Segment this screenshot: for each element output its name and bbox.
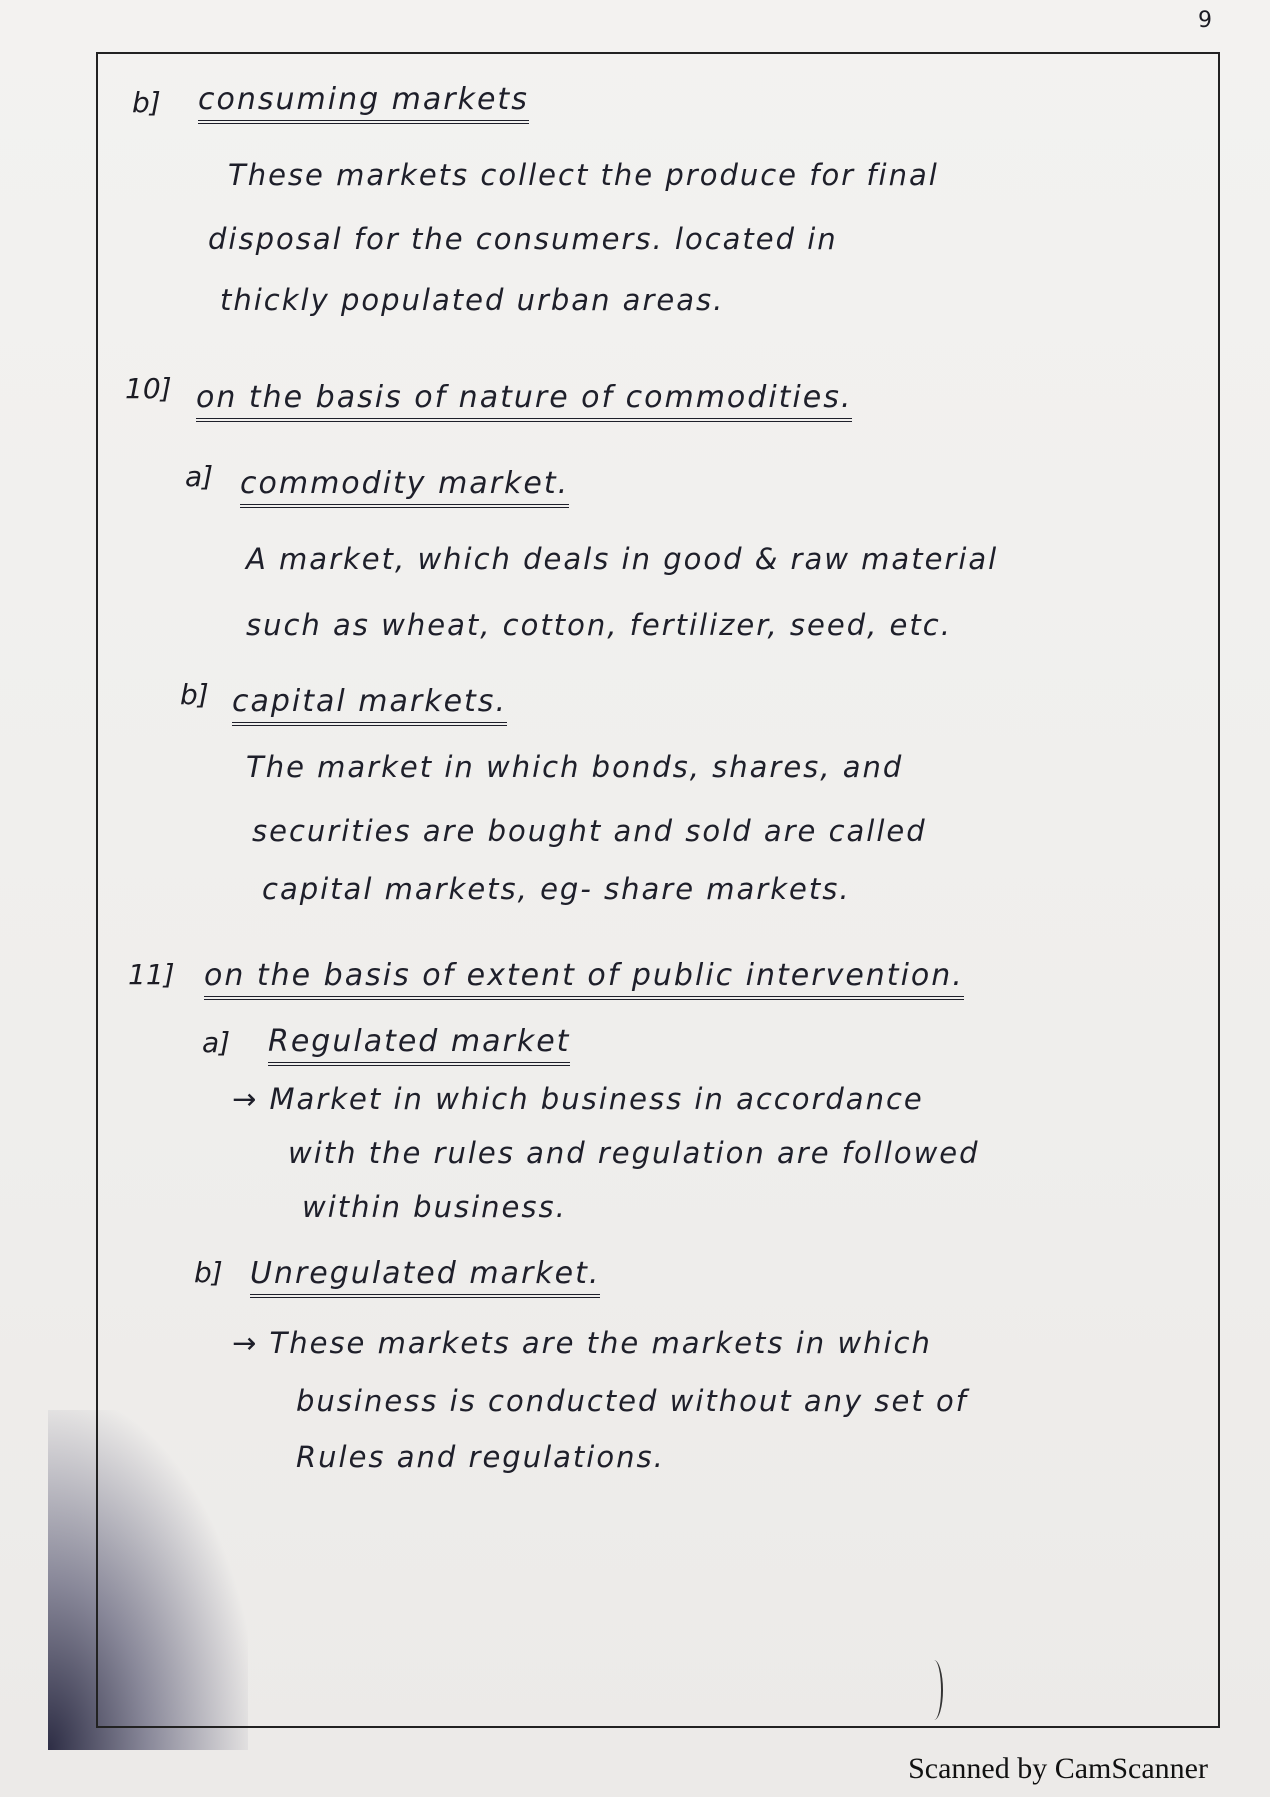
text-line: Rules and regulations. — [296, 1440, 665, 1474]
heading-nature-of-commodities: on the basis of nature of commodities. — [196, 380, 852, 422]
heading-capital-markets: capital markets. — [232, 684, 507, 726]
heading-regulated-market: Regulated market — [268, 1024, 570, 1066]
text-line: → Market in which business in accordance — [232, 1082, 924, 1116]
page-number: 9 — [1198, 8, 1212, 33]
heading-consuming-markets: consuming markets — [198, 82, 529, 124]
scanner-watermark: Scanned by CamScanner — [908, 1752, 1208, 1785]
text-line: These markets collect the produce for final — [228, 158, 939, 192]
section-label: 10] — [125, 372, 172, 405]
heading-unregulated-market: Unregulated market. — [250, 1256, 600, 1298]
section-label: b] — [132, 86, 161, 119]
pen-mark — [925, 1660, 943, 1720]
text-line: securities are bought and sold are called — [252, 814, 927, 848]
text-line: → These markets are the markets in which — [232, 1326, 932, 1360]
text-line: The market in which bonds, shares, and — [246, 750, 904, 784]
text-line: capital markets, eg- share markets. — [262, 872, 851, 906]
text-line: thickly populated urban areas. — [220, 283, 725, 317]
heading-commodity-market: commodity market. — [240, 466, 569, 508]
section-label: b] — [194, 1256, 223, 1289]
section-label: a] — [202, 1026, 231, 1059]
text-line: business is conducted without any set of — [296, 1384, 968, 1418]
heading-public-intervention: on the basis of extent of public intervention. — [204, 958, 964, 1000]
text-line: within business. — [302, 1190, 567, 1224]
section-label: b] — [180, 678, 209, 711]
text-line: such as wheat, cotton, fertilizer, seed, etc. — [246, 608, 952, 642]
section-label: 11] — [128, 958, 175, 991]
section-label: a] — [185, 460, 214, 493]
text-line: A market, which deals in good & raw material — [246, 542, 999, 576]
text-line: disposal for the consumers. located in — [208, 222, 838, 256]
text-line: with the rules and regulation are followed — [288, 1136, 980, 1170]
